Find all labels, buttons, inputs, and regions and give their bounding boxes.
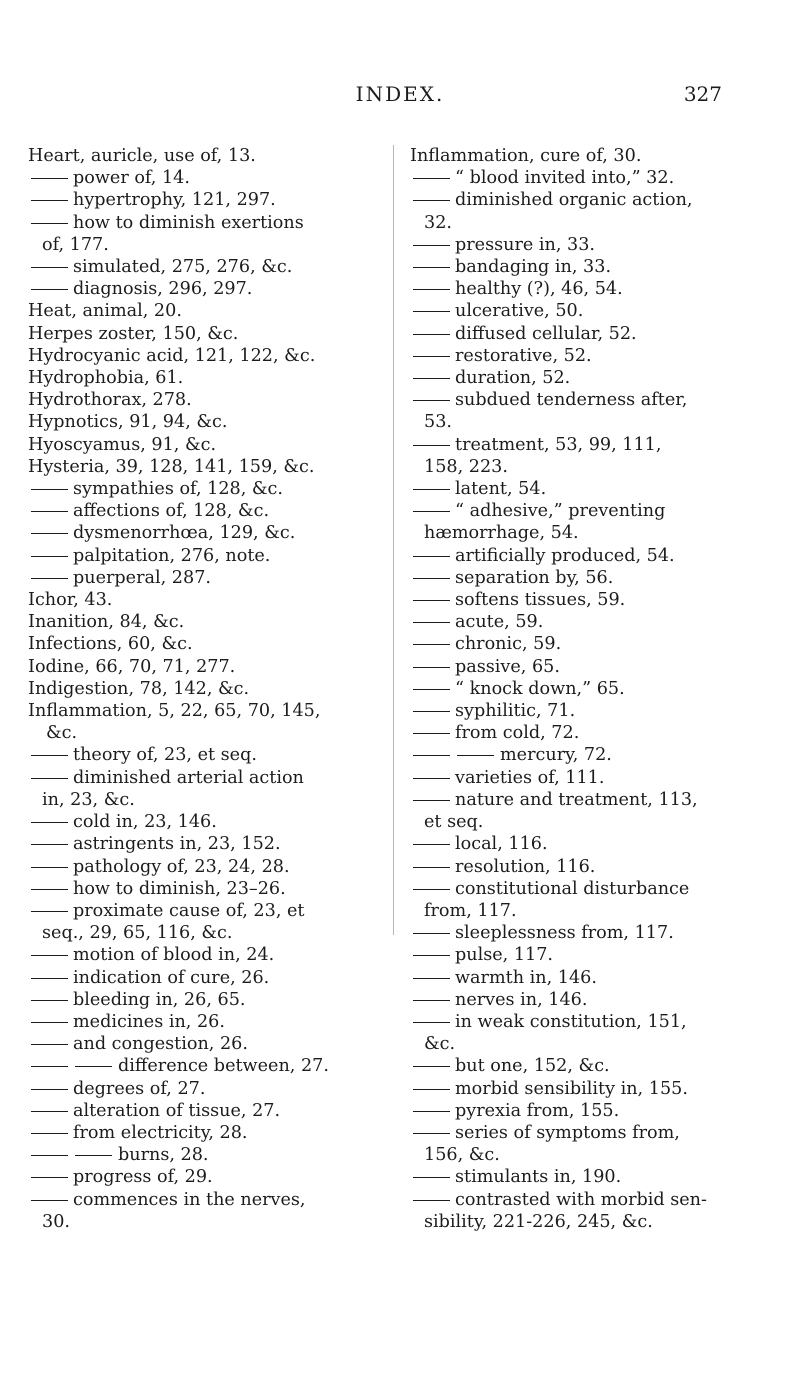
ditto-dash: [413, 1177, 450, 1178]
entry-text: softens tissues, 59.: [455, 590, 626, 611]
index-subentry: [410, 367, 750, 389]
index-column-right: [410, 145, 750, 1233]
entry-text: sleeplessness from, 117.: [455, 923, 674, 944]
index-subentry: [28, 1122, 368, 1144]
index-subentry: [28, 522, 368, 544]
index-subentry: [410, 1055, 750, 1077]
index-entry: [28, 656, 368, 678]
entry-text: Hyoscyamus, 91, &c.: [28, 434, 217, 455]
entry-text: local, 116.: [455, 834, 548, 855]
entry-text: from cold, 72.: [455, 723, 580, 744]
index-subentry: [410, 767, 750, 789]
entry-text: warmth in, 146.: [455, 967, 597, 988]
index-subentry: [28, 900, 368, 944]
index-subentry: [410, 700, 750, 722]
entry-text: Inanition, 84, &c.: [28, 612, 185, 633]
entry-text: healthy (?), 46, 54.: [455, 279, 623, 300]
ditto-dash: [413, 356, 450, 357]
entry-text: Hydrocyanic acid, 121, 122, &c.: [28, 345, 316, 366]
index-subentry: [410, 234, 750, 256]
ditto-dash: [413, 667, 450, 668]
index-subentry: [410, 833, 750, 855]
entry-text: nerves in, 146.: [455, 989, 588, 1010]
entry-text: proximate cause of, 23, et: [73, 900, 305, 921]
entry-text: mercury, 72.: [500, 745, 612, 766]
entry-text: simulated, 275, 276, &c.: [73, 257, 293, 278]
entry-text: “ knock down,” 65.: [455, 678, 625, 699]
ditto-dash: [31, 978, 68, 979]
entry-text: Hysteria, 39, 128, 141, 159, &c.: [28, 456, 315, 477]
index-subentry: [28, 278, 368, 300]
entry-text: passive, 65.: [455, 656, 560, 677]
entry-text: in weak constitution, 151,: [455, 1011, 687, 1032]
entry-continuation: of, 177.: [42, 234, 109, 255]
index-subentry: [410, 878, 750, 922]
ditto-dash: [75, 1155, 112, 1156]
ditto-dash: [31, 178, 68, 179]
ditto-dash: [413, 622, 450, 623]
index-subentry: [410, 589, 750, 611]
index-subentry: [410, 856, 750, 878]
index-subentry: [410, 1011, 750, 1055]
entry-text: Indigestion, 78, 142, &c.: [28, 678, 250, 699]
ditto-dash: [413, 711, 450, 712]
index-subentry: [410, 434, 750, 478]
ditto-dash: [31, 1000, 68, 1001]
index-subentry: [28, 1033, 368, 1055]
ditto-dash: [413, 511, 450, 512]
index-subentry: [28, 878, 368, 900]
ditto-dash: [413, 844, 450, 845]
index-subentry: [28, 545, 368, 567]
entry-text: commences in the nerves,: [73, 1189, 306, 1210]
index-subentry: [28, 833, 368, 855]
entry-text: how to diminish, 23–26.: [73, 878, 286, 899]
entry-continuation: in, 23, &c.: [42, 789, 135, 810]
index-subentry: [410, 989, 750, 1011]
entry-text: how to diminish exertions: [73, 212, 304, 233]
index-subentry: [410, 278, 750, 300]
ditto-dash: [413, 556, 450, 557]
entry-text: medicines in, 26.: [73, 1011, 225, 1032]
ditto-dash: [31, 489, 68, 490]
index-subentry: [410, 744, 750, 766]
index-subentry: [28, 478, 368, 500]
index-subentry: [28, 256, 368, 278]
entry-text: contrasted with morbid sen-: [455, 1189, 707, 1210]
index-subentry: [410, 656, 750, 678]
ditto-dash: [413, 378, 450, 379]
entry-text: latent, 54.: [455, 479, 547, 500]
ditto-dash: [413, 800, 450, 801]
ditto-dash: [31, 556, 68, 557]
entry-text: Herpes zoster, 150, &c.: [28, 323, 239, 344]
index-subentry: [410, 1100, 750, 1122]
ditto-dash: [31, 267, 68, 268]
index-entry: [28, 323, 368, 345]
ditto-dash: [413, 1066, 450, 1067]
entry-text: affections of, 128, &c.: [73, 501, 270, 522]
entry-continuation: seq., 29, 65, 116, &c.: [42, 923, 233, 944]
entry-text: “ blood invited into,” 32.: [455, 168, 675, 189]
index-entry: [28, 300, 368, 322]
entry-text: Ichor, 43.: [28, 590, 113, 611]
index-subentry: [410, 722, 750, 744]
entry-text: Infections, 60, &c.: [28, 634, 193, 655]
entry-text: Iodine, 66, 70, 71, 277.: [28, 656, 236, 677]
entry-text: hypertrophy, 121, 297.: [73, 190, 276, 211]
entry-text: Hydrophobia, 61.: [28, 368, 184, 389]
ditto-dash: [413, 978, 450, 979]
ditto-dash: [31, 822, 68, 823]
entry-text: Heat, animal, 20.: [28, 301, 182, 322]
index-subentry: [410, 1122, 750, 1166]
ditto-dash: [413, 289, 450, 290]
index-subentry: [410, 478, 750, 500]
ditto-dash: [413, 578, 450, 579]
ditto-dash: [31, 755, 68, 756]
index-subentry: [28, 1078, 368, 1100]
ditto-dash: [413, 245, 450, 246]
entry-continuation: 30.: [42, 1211, 70, 1232]
entry-continuation: &c.: [424, 1034, 456, 1055]
index-subentry: [28, 567, 368, 589]
entry-text: morbid sensibility in, 155.: [455, 1078, 688, 1099]
entry-text: acute, 59.: [455, 612, 544, 633]
entry-text: chronic, 59.: [455, 634, 562, 655]
ditto-dash: [31, 578, 68, 579]
ditto-dash: [31, 889, 68, 890]
index-subentry: [410, 967, 750, 989]
index-subentry: [410, 1078, 750, 1100]
entry-text: degrees of, 27.: [73, 1078, 206, 1099]
index-subentry: [28, 811, 368, 833]
ditto-dash: [31, 867, 68, 868]
entry-text: pressure in, 33.: [455, 234, 596, 255]
entry-text: ulcerative, 50.: [455, 301, 584, 322]
entry-text: cold in, 23, 146.: [73, 812, 217, 833]
entry-text: difference between, 27.: [118, 1056, 329, 1077]
entry-continuation: hæmorrhage, 54.: [424, 523, 579, 544]
index-subentry: [410, 300, 750, 322]
index-entry: [28, 700, 368, 744]
ditto-dash: [413, 200, 450, 201]
index-entry: [28, 145, 368, 167]
entry-text: motion of blood in, 24.: [73, 945, 275, 966]
entry-text: varieties of, 111.: [455, 767, 605, 788]
ditto-dash: [31, 1044, 68, 1045]
ditto-dash: [413, 445, 450, 446]
entry-text: sympathies of, 128, &c.: [73, 479, 283, 500]
index-subentry: [28, 767, 368, 811]
entry-text: astringents in, 23, 152.: [73, 834, 281, 855]
entry-text: series of symptoms from,: [455, 1122, 680, 1143]
ditto-dash: [31, 1089, 68, 1090]
entry-text: Hydrothorax, 278.: [28, 390, 192, 411]
index-subentry: [28, 989, 368, 1011]
index-subentry: [28, 944, 368, 966]
ditto-dash: [413, 489, 450, 490]
entry-text: restorative, 52.: [455, 345, 592, 366]
page-header: [0, 82, 800, 112]
index-subentry: [28, 212, 368, 256]
ditto-dash: [413, 1133, 450, 1134]
index-subentry: [28, 167, 368, 189]
entry-text: puerperal, 287.: [73, 567, 211, 588]
index-subentry: [410, 345, 750, 367]
entry-text: “ adhesive,” preventing: [455, 501, 666, 522]
entry-text: Heart, auricle, use of, 13.: [28, 146, 256, 166]
entry-text: dysmenorrhœa, 129, &c.: [73, 523, 296, 544]
index-entry: [410, 145, 750, 167]
ditto-dash: [31, 778, 68, 779]
ditto-dash: [413, 778, 450, 779]
entry-text: artificially produced, 54.: [455, 545, 675, 566]
entry-text: diagnosis, 296, 297.: [73, 279, 253, 300]
ditto-dash: [413, 1000, 450, 1001]
ditto-dash: [457, 755, 494, 756]
ditto-dash: [413, 1089, 450, 1090]
page-number: 327: [683, 82, 722, 106]
index-subentry: [410, 389, 750, 433]
entry-text: power of, 14.: [73, 168, 190, 189]
index-subentry: [410, 1189, 750, 1233]
entry-text: duration, 52.: [455, 368, 571, 389]
entry-continuation: sibility, 221-226, 245, &c.: [424, 1211, 653, 1232]
ditto-dash: [413, 933, 450, 934]
entry-text: indication of cure, 26.: [73, 967, 270, 988]
index-subentry: [410, 922, 750, 944]
index-subentry: [410, 633, 750, 655]
ditto-dash: [31, 1200, 68, 1201]
ditto-dash: [413, 334, 450, 335]
entry-text: constitutional disturbance: [455, 878, 690, 899]
index-subentry: [28, 1144, 368, 1166]
running-title: INDEX.: [355, 82, 445, 106]
ditto-dash: [31, 844, 68, 845]
index-subentry: [410, 789, 750, 833]
index-subentry: [410, 256, 750, 278]
entry-text: treatment, 53, 99, 111,: [455, 434, 662, 455]
entry-continuation: 53.: [424, 412, 452, 433]
entry-text: diminished arterial action: [73, 767, 304, 788]
ditto-dash: [31, 223, 68, 224]
index-subentry: [410, 944, 750, 966]
entry-text: Inflammation, cure of, 30.: [410, 146, 642, 166]
index-entry: [28, 633, 368, 655]
ditto-dash: [75, 1066, 112, 1067]
entry-text: stimulants in, 190.: [455, 1167, 622, 1188]
entry-continuation: et seq.: [424, 812, 484, 833]
ditto-dash: [31, 200, 68, 201]
ditto-dash: [413, 400, 450, 401]
index-subentry: [410, 567, 750, 589]
index-entry: [28, 345, 368, 367]
index-subentry: [28, 500, 368, 522]
index-entry: [28, 678, 368, 700]
entry-continuation: 156, &c.: [424, 1145, 500, 1166]
index-subentry: [28, 1166, 368, 1188]
ditto-dash: [31, 911, 68, 912]
entry-text: syphilitic, 71.: [455, 701, 576, 722]
index-subentry: [28, 1100, 368, 1122]
index-subentry: [410, 500, 750, 544]
entry-continuation: from, 117.: [424, 900, 517, 921]
entry-text: from electricity, 28.: [73, 1122, 248, 1143]
entry-text: pulse, 117.: [455, 945, 554, 966]
ditto-dash: [31, 1177, 68, 1178]
ditto-dash: [413, 644, 450, 645]
index-entry: [28, 589, 368, 611]
index-subentry: [410, 323, 750, 345]
column-divider: [393, 145, 394, 935]
entry-text: progress of, 29.: [73, 1167, 213, 1188]
index-column-left: [28, 145, 368, 1233]
ditto-dash: [413, 178, 450, 179]
ditto-dash: [31, 955, 68, 956]
entry-text: but one, 152, &c.: [455, 1056, 610, 1077]
ditto-dash: [413, 267, 450, 268]
index-subentry: [410, 611, 750, 633]
index-entry: [28, 434, 368, 456]
entry-text: theory of, 23, et seq.: [73, 745, 257, 766]
ditto-dash: [31, 533, 68, 534]
index-subentry: [410, 678, 750, 700]
entry-text: Inflammation, 5, 22, 65, 70, 145,: [28, 701, 321, 722]
index-entry: [28, 389, 368, 411]
ditto-dash: [413, 311, 450, 312]
entry-text: diffused cellular, 52.: [455, 323, 637, 344]
ditto-dash: [31, 1066, 68, 1067]
ditto-dash: [413, 955, 450, 956]
entry-text: subdued tenderness after,: [455, 390, 688, 411]
index-subentry: [410, 167, 750, 189]
index-subentry: [28, 1055, 368, 1077]
ditto-dash: [413, 755, 450, 756]
index-subentry: [28, 744, 368, 766]
index-subentry: [28, 189, 368, 211]
entry-text: and congestion, 26.: [73, 1034, 248, 1055]
ditto-dash: [413, 733, 450, 734]
entry-text: burns, 28.: [118, 1145, 209, 1166]
ditto-dash: [413, 1022, 450, 1023]
index-subentry: [410, 1166, 750, 1188]
ditto-dash: [31, 1133, 68, 1134]
index-subentry: [28, 1011, 368, 1033]
entry-continuation: &c.: [46, 723, 78, 744]
entry-continuation: 158, 223.: [424, 456, 508, 477]
entry-text: pyrexia from, 155.: [455, 1100, 620, 1121]
index-subentry: [410, 189, 750, 233]
entry-text: palpitation, 276, note.: [73, 545, 271, 566]
ditto-dash: [31, 289, 68, 290]
ditto-dash: [413, 1200, 450, 1201]
ditto-dash: [413, 689, 450, 690]
ditto-dash: [31, 511, 68, 512]
ditto-dash: [31, 1022, 68, 1023]
entry-text: bandaging in, 33.: [455, 257, 612, 278]
entry-text: bleeding in, 26, 65.: [73, 989, 246, 1010]
ditto-dash: [31, 1155, 68, 1156]
entry-text: nature and treatment, 113,: [455, 789, 698, 810]
entry-text: diminished organic action,: [455, 190, 693, 211]
entry-text: Hypnotics, 91, 94, &c.: [28, 412, 228, 433]
entry-text: resolution, 116.: [455, 856, 596, 877]
entry-text: separation by, 56.: [455, 567, 614, 588]
index-subentry: [28, 1189, 368, 1233]
index-subentry: [28, 856, 368, 878]
ditto-dash: [413, 1111, 450, 1112]
index-entry: [28, 411, 368, 433]
ditto-dash: [413, 867, 450, 868]
index-entry: [28, 611, 368, 633]
ditto-dash: [413, 600, 450, 601]
entry-text: pathology of, 23, 24, 28.: [73, 856, 290, 877]
index-subentry: [410, 545, 750, 567]
index-entry: [28, 456, 368, 478]
ditto-dash: [31, 1111, 68, 1112]
ditto-dash: [413, 889, 450, 890]
entry-text: alteration of tissue, 27.: [73, 1100, 281, 1121]
entry-continuation: 32.: [424, 212, 452, 233]
index-subentry: [28, 967, 368, 989]
index-entry: [28, 367, 368, 389]
